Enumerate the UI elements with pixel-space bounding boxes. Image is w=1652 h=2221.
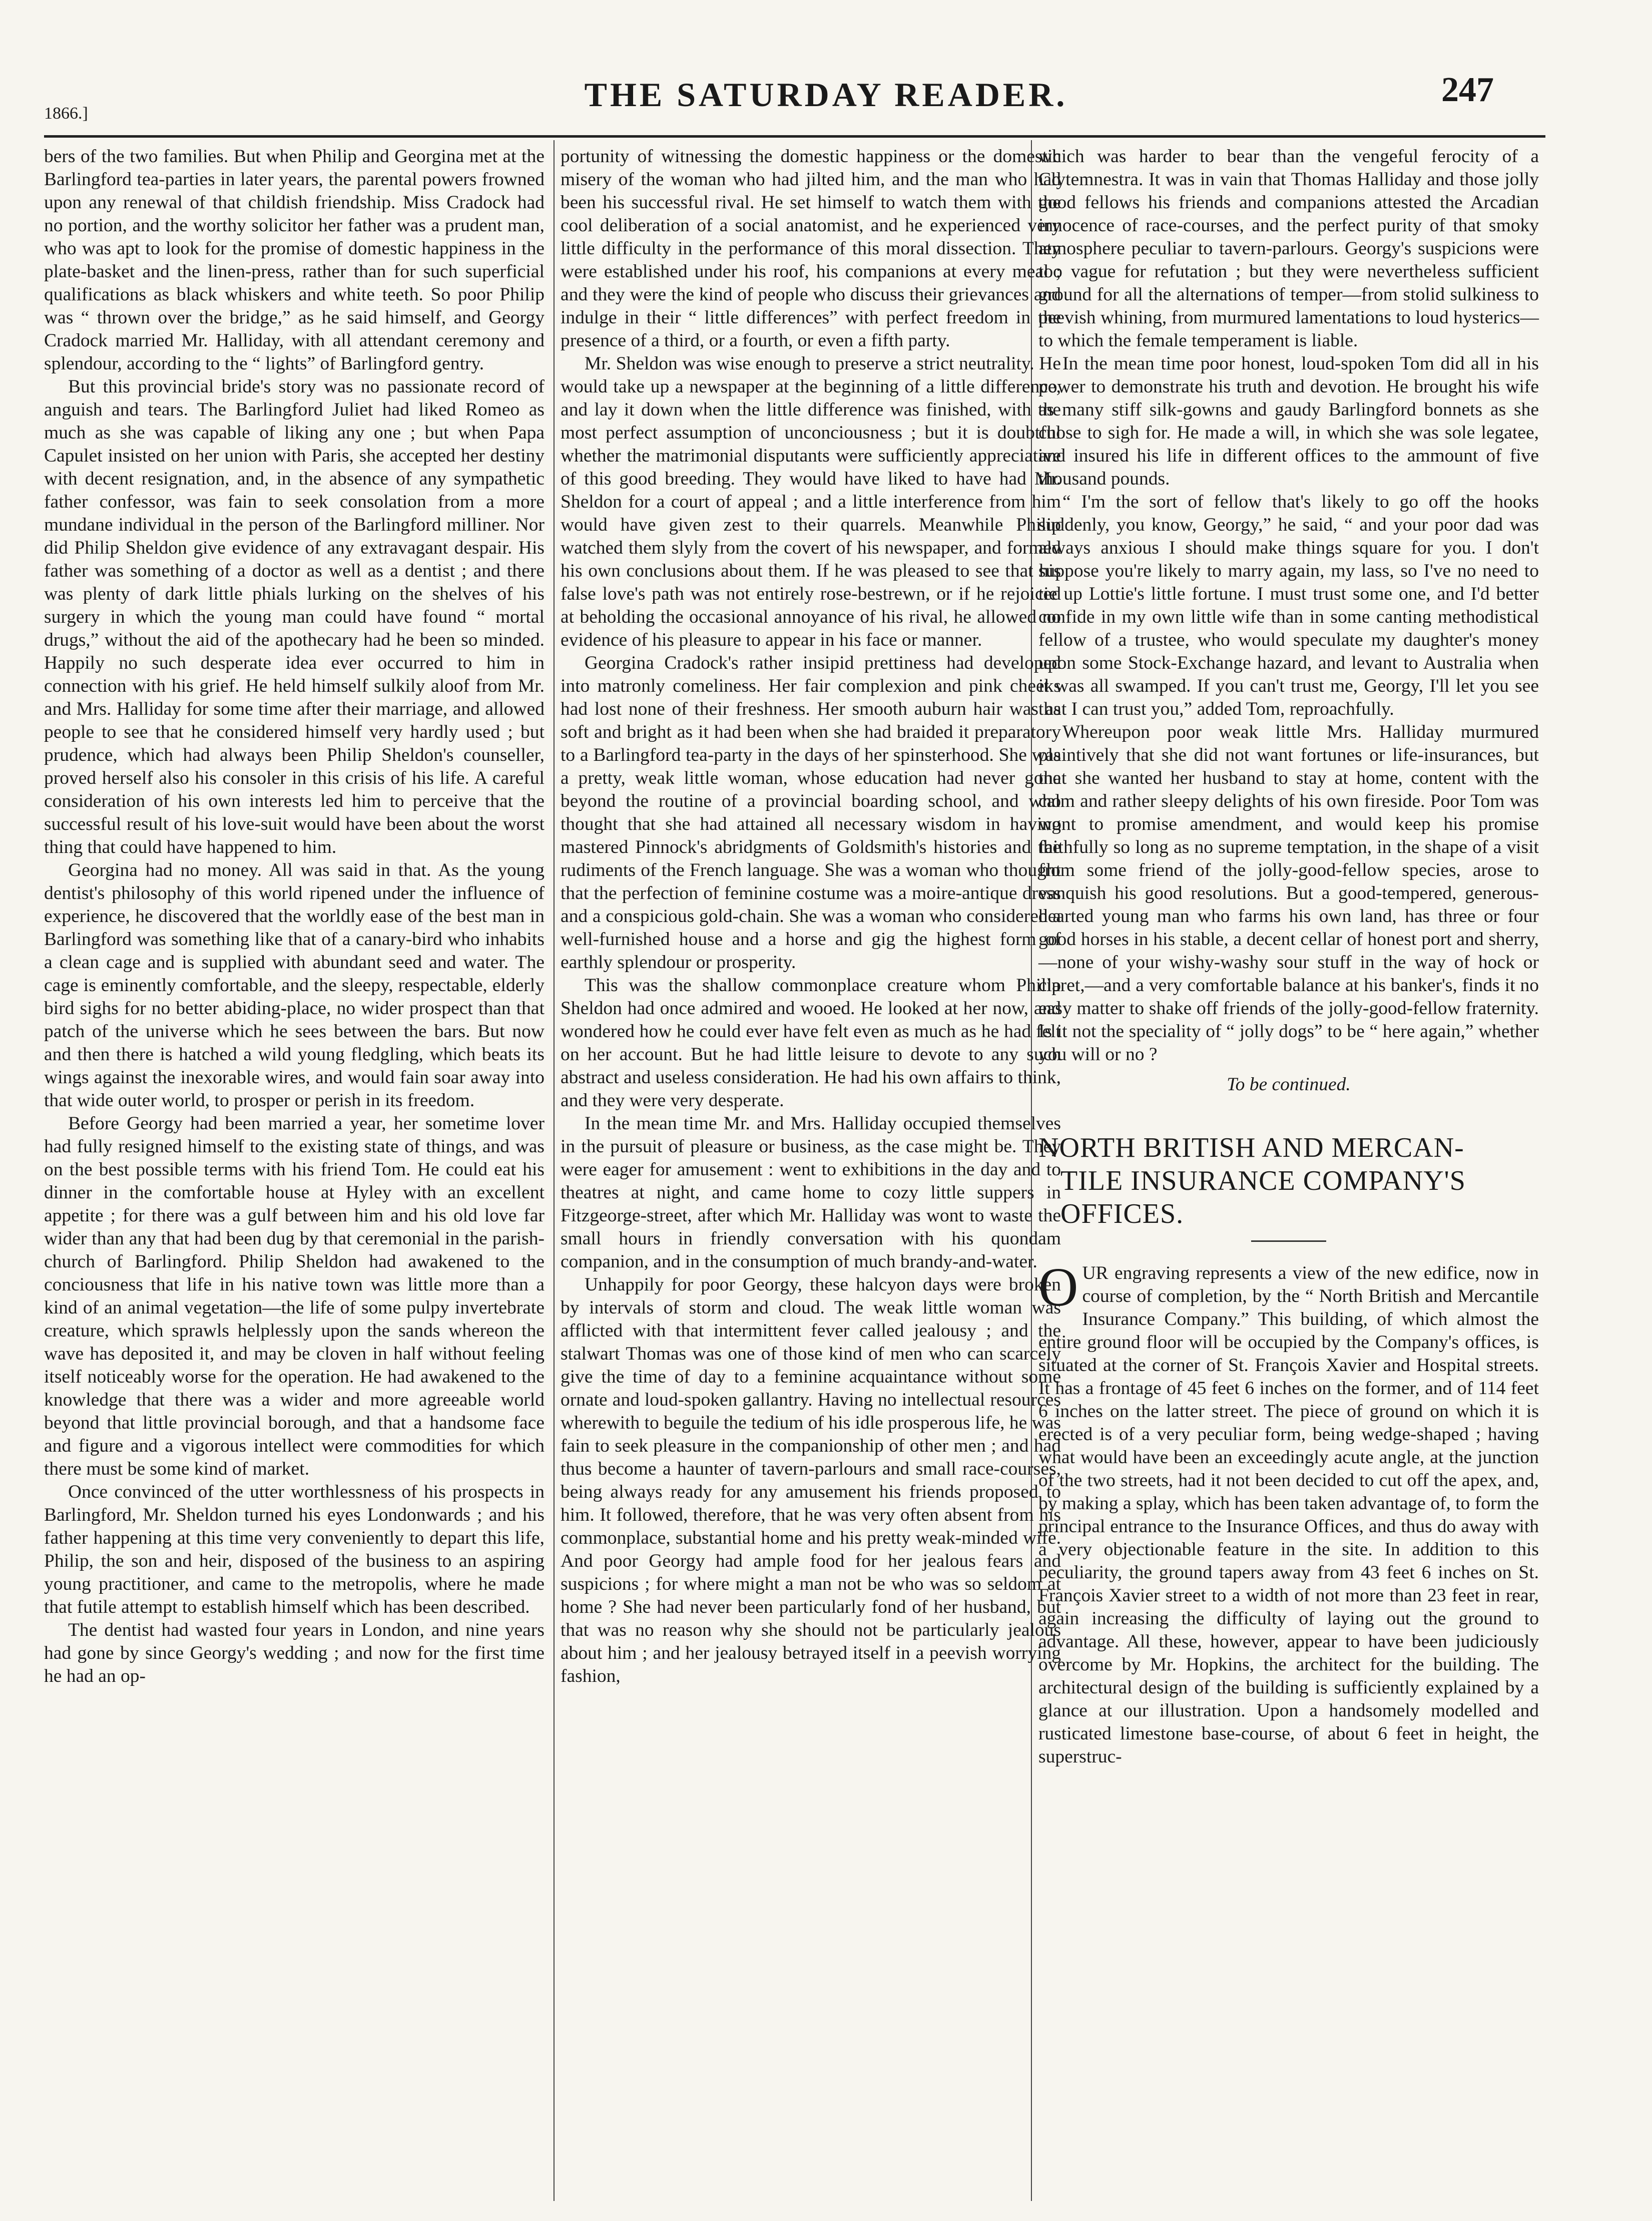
heading-rule (1251, 1240, 1326, 1242)
paragraph: Georgina had no money. All was said in that. As the young dentist's philosophy of this world ripened under the influence of experience, he discovered that the worldly ease of the best man in Barlingford was something like that of a canary-bird who inhabits a clean cage and is supplied with abundant seed and water. The cage is eminently comfortable, and the sleepy, respectable, elderly bird sighs for no better abiding-place, no wider prospect than that patch of the universe which he sees between the bars. But now and then there is hatched a wild young fledgling, which beats its wings against the inexorable wires, and would fain soar away into that wide outer world, to prosper or perish in its freedom. (44, 860, 544, 1111)
paragraph: bers of the two families. But when Philip and Georgina met at the Barlingford tea-parties in later years, the parental powers frowned upon any renewal of that childish friendship. Miss Cradock had no portion, and the worthy solicitor her father was a prudent man, who was apt to look for the promise of domestic happiness in the plate-basket and the linen-press, rather than for such superficial qualifications as black whiskers and white teeth. So poor Philip was “ thrown over the bridge,” as he said himself, and Georgy Cradock married Mr. Halliday, with all attendant ceremony and splendour, according to the “ lights” of Barlingford gentry. (44, 146, 544, 374)
paragraph: Mr. Sheldon was wise enough to preserve a strict neutrality. He would take up a newspaper at the beginning of a little difference, and lay it down when the little difference was finished, with the most perfect assumption of unconciousness ; but it is doubtful whether the matrimonial disputants were sufficiently appreciative of this good breeding. They would have liked to have had Mr. Sheldon for a court of appeal ; and a little interference from him would have given zest to their quarrels. Meanwhile Philip watched them slyly from the covert of his newspaper, and formed his own conclusions about them. If he was pleased to see that his false love's path was not entirely rose-bestrewn, or if he rejoiced at beholding the occasional annoyance of his rival, he allowed no evidence of his pleasure to appear in his face or manner. (561, 353, 1061, 650)
column-2 (561, 145, 1061, 1688)
paragraph: Before Georgy had been married a year, her sometime lover had fully resigned himself to the existing state of things, and was on the best possible terms with his friend Tom. He could eat his dinner in the comfortable house at Hyley with an excellent appetite ; for there was a gulf between him and his old love far wider than any that had been dug by that ceremonial in the parish-church of Barlingford. Philip Sheldon had awakened to the conciousness that life in his native town was little more than a kind of an animal vegetation—the life of some pulpy invertebrate creature, which sprawls helplessly upon the sands whereon the wave has deposited it, and may be cloven in half without feeling itself noticeably worse for the operation. He had awakened to the knowledge that there was a wider and more agreeable world beyond that little provincial borough, and that a handsome face and figure and a vigorous intellect were commodities for which there must be some kind of market. (44, 1113, 544, 1479)
heading-line: OFFICES. (1060, 1198, 1184, 1229)
masthead-title: THE SATURDAY READER. (584, 76, 1068, 114)
heading-line: TILE INSURANCE COMPANY'S (1060, 1165, 1466, 1196)
paragraph: Whereupon poor weak little Mrs. Halliday murmured plaintively that she did not want fortunes or life-insurances, but that she wanted her husband to stay at home, content with the calm and rather sleepy delights of his own fireside. Poor Tom was wont to promise amendment, and would keep his promise faithfully so long as no supreme temptation, in the shape of a visit from some friend of the jolly-good-fellow species, arose to vanquish his good resolutions. But a good-tempered, generous-hearted young man who farms his own land, has three or four good horses in his stable, a decent cellar of honest port and sherry,—none of your wishy-washy sour stuff in the way of hock or claret,—and a very comfortable balance at his banker's, finds it no easy matter to shake off friends of the jolly-good-fellow fraternity. Is it not the speciality of “ jolly dogs” to be “ here again,” whether you will or no ? (1038, 722, 1539, 1065)
article-text: UR engraving represents a view of the new edifice, now in course of completion, by the “ North British and Mercantile Insurance Company.” This building, of which almost the entire ground floor will be occupied by the Company's offices, is situated at the corner of St. François Xavier and Hospital streets. It has a frontage of 45 feet 6 inches on the former, and of 114 feet 6 inches on the latter street. The piece of ground on which it is erected is of a very peculiar form, being wedge-shaped ; having what would have been an exceedingly acute angle, at the junction of the two streets, had it not been decided to cut off the apex, and, by making a splay, which has been taken advantage of, to form the principal entrance to the Insurance Offices, and thus do away with a very objectionable feature in the site. In addition to this peculiarity, the ground tapers away from 43 feet 6 inches on St. François Xavier street to a width of not more than 23 feet in rear, again increasing the difficulty of laying out the ground to advantage. All these, however, appear to have been judiciously overcome by Mr. Hopkins, the architect for the building. The architectural design of the building is sufficiently explained by a glance at our illustration. Upon a handsomely modelled and rusticated limestone base-course, of about 6 feet in height, the superstruc- (1038, 1263, 1539, 1767)
drop-cap: O (1038, 1256, 1078, 1317)
page-date: 1866.] (44, 104, 88, 123)
page-number: 247 (1441, 71, 1494, 109)
column-3 (1038, 145, 1539, 1768)
paragraph: This was the shallow commonplace creature whom Philip Sheldon had once admired and wooed. He looked at her now, and wondered how he could ever have felt even as much as he had felt on her account. But he had little leisure to devote to any such abstract and useless consideration. He had his own affairs to think, and they were very desperate. (561, 975, 1061, 1111)
paragraph: The dentist had wasted four years in London, and nine years had gone by since Georgy's wedding ; and now for the first time he had an op- (44, 1620, 544, 1686)
column-divider (554, 140, 555, 2201)
article-body (1038, 1256, 1539, 1768)
paragraph: In the mean time poor honest, loud-spoken Tom did all in his power to demonstrate his truth and devotion. He brought his wife as many stiff silk-gowns and gaudy Barlingford bonnets as she chose to sigh for. He made a will, in which she was sole legatee, and insured his life in different offices to the ammount of five thousand pounds. (1038, 353, 1539, 489)
paragraph: “ I'm the sort of fellow that's likely to go off the hooks suddenly, you know, Georgy,” he said, “ and your poor dad was always anxious I should make things square for you. I don't suppose you're likely to marry again, my lass, so I've no need to tie up Lottie's little fortune. I must trust some one, and I'd better confide in my own little wife than in some canting methodistical fellow of a trustee, who would speculate my daughter's money upon some Stock-Exchange hazard, and levant to Australia when it was all swamped. If you can't trust me, Georgy, I'll let you see that I can trust you,” added Tom, reproachfully. (1038, 492, 1539, 719)
heading-line: NORTH BRITISH AND MERCAN- (1038, 1132, 1464, 1163)
paragraph: which was harder to bear than the vengeful ferocity of a Clytemnestra. It was in vain that Thomas Halliday and those jolly good fellows his friends and companions attested the Arcadian innocence of race-courses, and the perfect purity of that smoky atmosphere peculiar to tavern-parlours. Georgy's suspicions were too vague for refutation ; but they were nevertheless sufficient ground for all the alternations of temper—from stolid sulkiness to peevish whining, from murmured lamentations to loud hysterics—to which the female temperament is liable. (1038, 146, 1539, 351)
header-rule (44, 135, 1545, 138)
paragraph: Once convinced of the utter worthlessness of his prospects in Barlingford, Mr. Sheldon turned his eyes Londonwards ; and his father happening at this time very conveniently to depart this life, Philip, the son and heir, disposed of the business to an aspiring young practitioner, and came to the metropolis, where he made that futile attempt to establish himself which has been described. (44, 1482, 544, 1617)
to-be-continued: To be continued. (1227, 1074, 1351, 1095)
column-1 (44, 145, 544, 1688)
paragraph: In the mean time Mr. and Mrs. Halliday occupied themselves in the pursuit of pleasure or business, as the case might be. They were eager for amusement : went to exhibitions in the day and to theatres at night, and came home to cozy little suppers in Fitzgeorge-street, after which Mr. Halliday was wont to waste the small hours in friendly conversation with his quondam companion, and in the consumption of much brandy-and-water. (561, 1113, 1061, 1272)
paragraph: Georgina Cradock's rather insipid prettiness had developed into matronly comeliness. Her fair complexion and pink cheeks had lost none of their freshness. Her smooth auburn hair was as soft and bright as it had been when she had braided it preparatory to a Barlingford tea-party in the days of her spinsterhood. She was a pretty, weak little woman, whose education had never gone beyond the routine of a provincial boarding school, and who thought that she had attained all necessary wisdom in having mastered Pinnock's abridgments of Goldsmith's histories and the rudiments of the French language. She was a woman who thought that the perfection of feminine costume was a moire-antique dress and a conspicious gold-chain. She was a woman who considered a well-furnished house and a horse and gig the highest form of earthly splendour or prosperity. (561, 653, 1061, 973)
article-heading (1038, 1131, 1539, 1230)
paragraph: Unhappily for poor Georgy, these halcyon days were broken by intervals of storm and cloud. The weak little woman was afflicted with that intermittent fever called jealousy ; and the stalwart Thomas was one of those kind of men who can scarcely give the time of day to a feminine acquaintance without some ornate and loud-spoken gallantry. Having no intellectual resources wherewith to beguile the tedium of his idle prosperous life, he was fain to seek pleasure in the companionship of other men ; and had thus become a haunter of tavern-parlours and small race-courses, being always ready for any amusement his friends proposed to him. It followed, therefore, that he was very often absent from his commonplace, substantial home and his pretty weak-minded wife. And poor Georgy had ample food for her jealous fears and suspicions ; for where might a man not be who was so seldom at home ? She had never been particularly fond of her husband, but that was no reason why she should not be particularly jealous about him ; and her jealousy betrayed itself in a peevish worrying fashion, (561, 1274, 1061, 1686)
paragraph: But this provincial bride's story was no passionate record of anguish and tears. The Barlingford Juliet had liked Romeo as much as she was capable of liking any one ; but when Papa Capulet insisted on her union with Paris, she accepted her destiny with decent resignation, and, in the absence of any sympathetic father confessor, was fain to seek consolation from a more mundane individual in the person of the Barlingford milliner. Nor did Philip Sheldon give evidence of any extravagant despair. His father was something of a doctor as well as a dentist ; and there was plenty of dark little phials lurking on the shelves of his surgery in which the young man could have found “ mortal drugs,” without the aid of the apothecary had he been so minded. Happily no such desperate idea ever occurred to him in connection with his grief. He held himself sulkily aloof from Mr. and Mrs. Halliday for some time after their marriage, and allowed people to see that he considered himself very hardly used ; but prudence, which had always been Philip Sheldon's counseller, proved herself also his consoler in this crisis of his life. A careful consideration of his own interests led him to perceive that the successful result of his love-suit would have been about the worst thing that could have happened to him. (44, 376, 544, 857)
paragraph: portunity of witnessing the domestic happiness or the domestic misery of the woman who had jilted him, and the man who had been his successful rival. He set himself to watch them with the cool deliberation of a social anatomist, and he experienced very little difficulty in the performance of this moral dissection. They were established under his roof, his companions at every meal ; and they were the kind of people who discuss their grievances and indulge in their “ little differences” with perfect freedom in the presence of a third, or a fourth, or even a fifth party. (561, 146, 1061, 351)
